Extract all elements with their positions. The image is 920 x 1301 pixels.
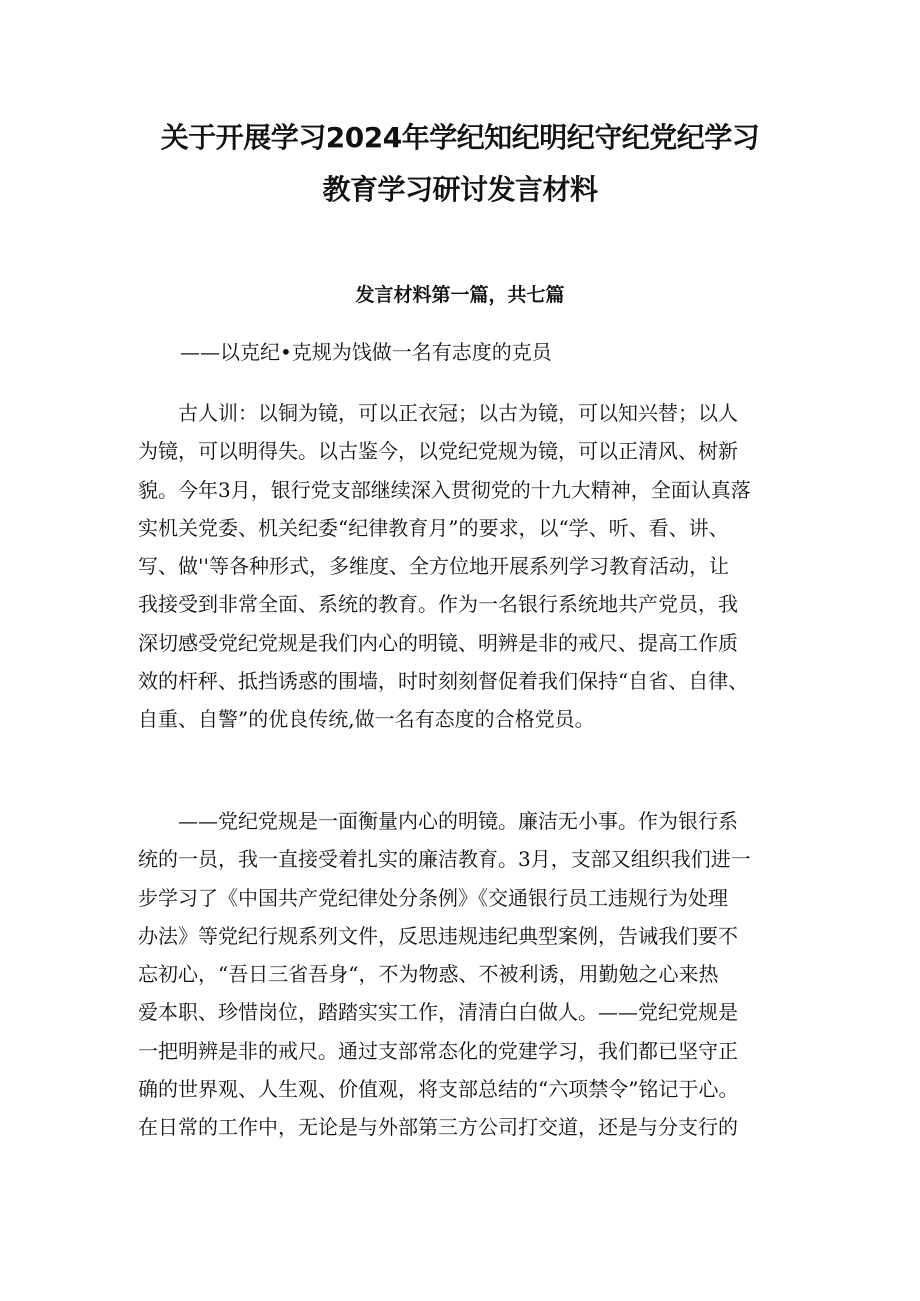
- paragraph-line: 步学习了《中国共产党纪律处分条例》《交通银行员工违规行为处理: [138, 885, 728, 910]
- paragraph-line: 统的一员，我一直接受着扎实的廉洁教育。3月，支部又组织我们进一: [138, 847, 751, 872]
- title-line-2: 教育学习研讨发言材料: [322, 173, 598, 206]
- document-title: [100, 112, 820, 216]
- paragraph-line: 我接受到非常全面、系统的教育。作为一名银行系统地共产党员，我: [138, 592, 738, 617]
- paragraph-line: 为镜，可以明得失。以古鉴今，以党纪党规为镜，可以正清风、树新: [138, 439, 738, 464]
- paragraph-line: 在日常的工作中，无论是与外部第三方公司打交道，还是与分支行的: [138, 1115, 738, 1140]
- paragraph-line: 办法》等党纪行规系列文件，反思违规违纪典型案例，告诫我们要不: [138, 923, 738, 948]
- paragraph-line: 确的世界观、人生观、价值观，将支部总结的“六项禁令”铭记于心。: [138, 1077, 739, 1102]
- paragraph-line: 实机关党委、机关纪委“纪律教育月”的要求，以“学、听、看、讲、: [138, 515, 729, 540]
- paragraph-line: 效的杆秤、抵挡诱惑的围墙，时时刻刻督促着我们保持“自省、自律、: [138, 669, 749, 694]
- paragraph-line: 一把明辨是非的戒尺。通过支部常态化的党建学习，我们都已坚守正: [138, 1038, 738, 1063]
- paragraph-line: 深切感受党纪党规是我们内心的明镜、明辨是非的戒尺、提高工作质: [138, 630, 738, 655]
- paragraph-line: 古人训：以铜为镜，可以正衣冠；以古为镜，可以知兴替；以人: [178, 401, 738, 425]
- paragraph-line: 貌。今年3月，银行党支部继续深入贯彻党的十九大精神，全面认真落: [138, 477, 751, 502]
- paragraph-line: ——党纪党规是一面衡量内心的明镜。廉洁无小事。作为银行系: [178, 809, 738, 833]
- paragraph-line: 爱本职、珍惜岗位，踏踏实实工作，清清白白做人。——党纪党规是: [138, 1000, 738, 1025]
- paragraph-line: 忘初心，“吾日三省吾身“，不为物惑、不被利诱，用勤勉之心来热: [138, 962, 719, 987]
- title-line-1: 关于开展学习2024年学纪知纪明纪守纪党纪学习: [160, 121, 760, 154]
- paragraph-line: 自重、自警”的优良传统,做一名有态度的合格党员。: [138, 707, 595, 732]
- paragraph-line: 写、做''等各种形式，多维度、全方位地开展系列学习教育活动，让: [138, 554, 729, 579]
- subheading: ——以克纪•克规为饯做一名有志度的克员: [180, 340, 552, 364]
- paragraph-2: [138, 802, 786, 1147]
- section-heading: 发言材料第一篇，共七篇: [355, 284, 565, 306]
- paragraph-1: [138, 394, 786, 739]
